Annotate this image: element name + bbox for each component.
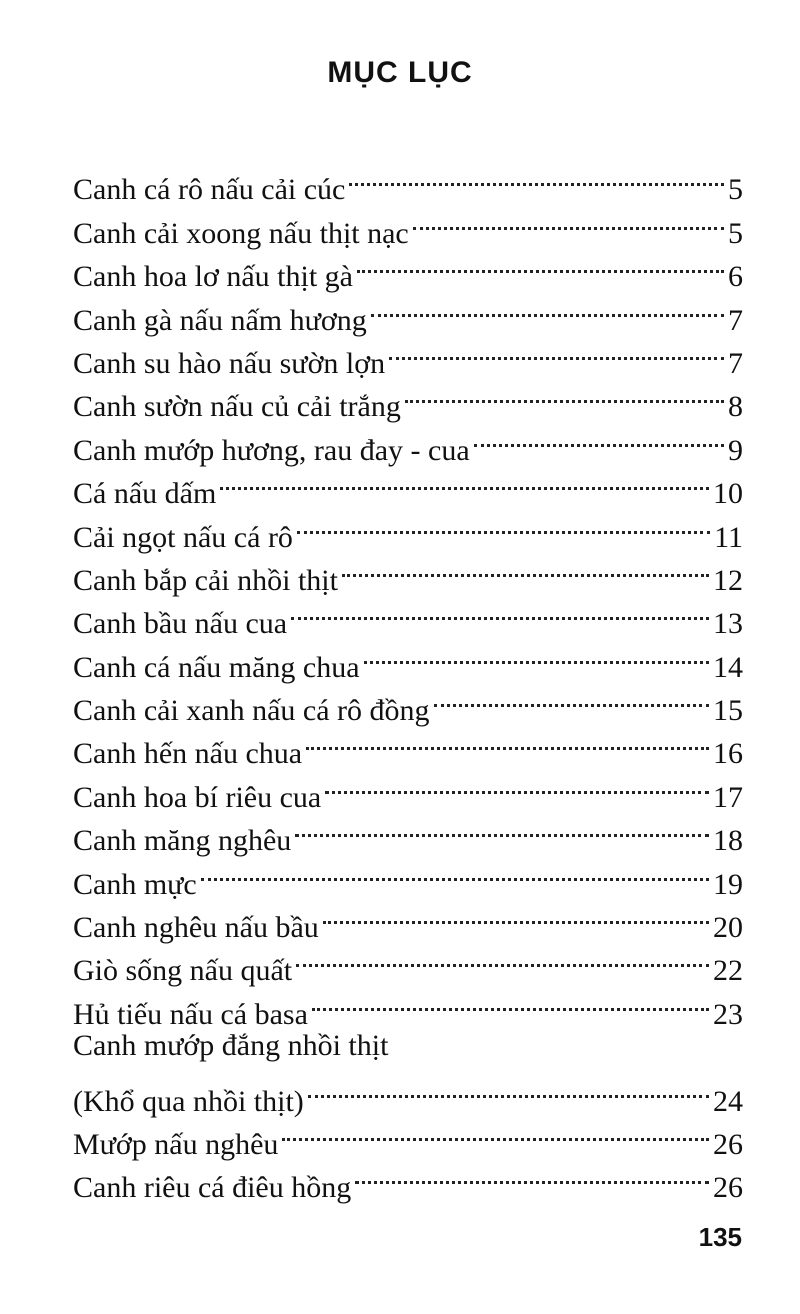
- toc-entry-title: Canh mực: [73, 867, 197, 901]
- toc-entry-title: Canh sườn nấu củ cải trắng: [73, 390, 401, 424]
- dot-leader: [434, 677, 711, 720]
- dot-leader: [413, 199, 726, 242]
- toc-entry-page: 15: [713, 694, 743, 728]
- toc-entry-page: 26: [713, 1171, 743, 1205]
- toc-entry-title-line2: (Khổ qua nhồi thịt): [73, 1084, 304, 1118]
- dot-leader: [342, 547, 711, 590]
- dot-leader: [357, 243, 726, 286]
- toc-entry-page: 16: [713, 737, 743, 771]
- toc-entry-title: Canh cải xanh nấu cá rô đồng: [73, 694, 430, 728]
- toc-entry-page: 26: [713, 1127, 743, 1161]
- toc-entry-page: 13: [713, 607, 743, 641]
- dot-leader: [364, 633, 711, 676]
- toc-entry-title: Canh bắp cải nhồi thịt: [73, 563, 338, 597]
- toc-entry-title: Giò sống nấu quất: [73, 954, 293, 988]
- dot-leader: [323, 894, 711, 937]
- dot-leader: [371, 286, 726, 329]
- toc-entry-title: Mướp nấu nghêu: [73, 1127, 279, 1161]
- toc-entry-page: 7: [728, 303, 743, 337]
- toc-entry-title: Hủ tiếu nấu cá basa: [73, 997, 308, 1031]
- toc-entry-page: 9: [728, 433, 743, 467]
- dot-leader: [306, 720, 711, 763]
- toc-entry-page: 12: [713, 563, 743, 597]
- toc-entry-title: Canh cá nấu măng chua: [73, 650, 360, 684]
- toc-entry-title: Canh mướp đắng nhồi thịt: [73, 1028, 389, 1062]
- dot-leader: [296, 937, 711, 980]
- toc-entry-title: Canh su hào nấu sườn lợn: [73, 346, 386, 380]
- dot-leader: [312, 980, 711, 1023]
- toc-entry-title: Canh hến nấu chua: [73, 737, 303, 771]
- page-title: MỤC LỤC: [327, 56, 473, 89]
- toc-entry-title: Cá nấu dấm: [73, 477, 217, 511]
- dot-leader: [405, 373, 726, 416]
- dot-leader: [220, 460, 711, 503]
- toc-entry-page: 23: [713, 997, 743, 1031]
- toc-entry-page: 17: [713, 780, 743, 814]
- toc-entry-title: Canh cá rô nấu cải cúc: [73, 173, 346, 207]
- toc-entry-title: Canh hoa bí riêu cua: [73, 780, 322, 814]
- toc-entry-title: Canh mướp hương, rau đay - cua: [73, 433, 470, 467]
- toc-entry-title: Canh nghêu nấu bầu: [73, 911, 319, 945]
- toc-entry-title: Cải ngọt nấu cá rô: [73, 520, 293, 554]
- toc-entry-page: 19: [713, 867, 743, 901]
- toc-entry-page: 18: [713, 824, 743, 858]
- dot-leader: [325, 763, 711, 806]
- toc-entry-page: 22: [713, 954, 743, 988]
- dot-leader: [308, 1067, 711, 1110]
- dot-leader: [295, 807, 711, 850]
- toc-entry-page: 10: [713, 477, 743, 511]
- page-number: 135: [698, 1222, 742, 1252]
- toc-entry-page: 5: [728, 216, 743, 250]
- dot-leader: [282, 1111, 711, 1154]
- dot-leader: [474, 416, 726, 459]
- toc-entry-page: 24: [713, 1084, 743, 1118]
- table-of-contents: [73, 156, 743, 1205]
- toc-entry: [73, 156, 743, 207]
- toc-entry-page: 8: [728, 390, 743, 424]
- toc-entry-title: Canh măng nghêu: [73, 824, 292, 858]
- toc-entry-title: Canh gà nấu nấm hương: [73, 303, 367, 337]
- dot-leader: [291, 590, 711, 633]
- dot-leader: [349, 156, 726, 199]
- toc-entry: [73, 1024, 743, 1118]
- toc-entry-page: 6: [728, 260, 743, 294]
- toc-entry-page: 7: [728, 346, 743, 380]
- toc-entry-title: Canh riêu cá điêu hồng: [73, 1171, 352, 1205]
- toc-entry-title: Canh hoa lơ nấu thịt gà: [73, 260, 353, 294]
- dot-leader: [389, 330, 726, 373]
- toc-entry-page: 5: [728, 173, 743, 207]
- dot-leader: [355, 1154, 711, 1197]
- toc-entry-title: Canh cải xoong nấu thịt nạc: [73, 216, 409, 250]
- dot-leader: [201, 850, 711, 893]
- toc-entry-page: 11: [714, 520, 743, 554]
- dot-leader: [297, 503, 712, 546]
- toc-entry-title: Canh bầu nấu cua: [73, 607, 288, 641]
- toc-entry-page: 14: [713, 650, 743, 684]
- toc-entry-page: 20: [713, 911, 743, 945]
